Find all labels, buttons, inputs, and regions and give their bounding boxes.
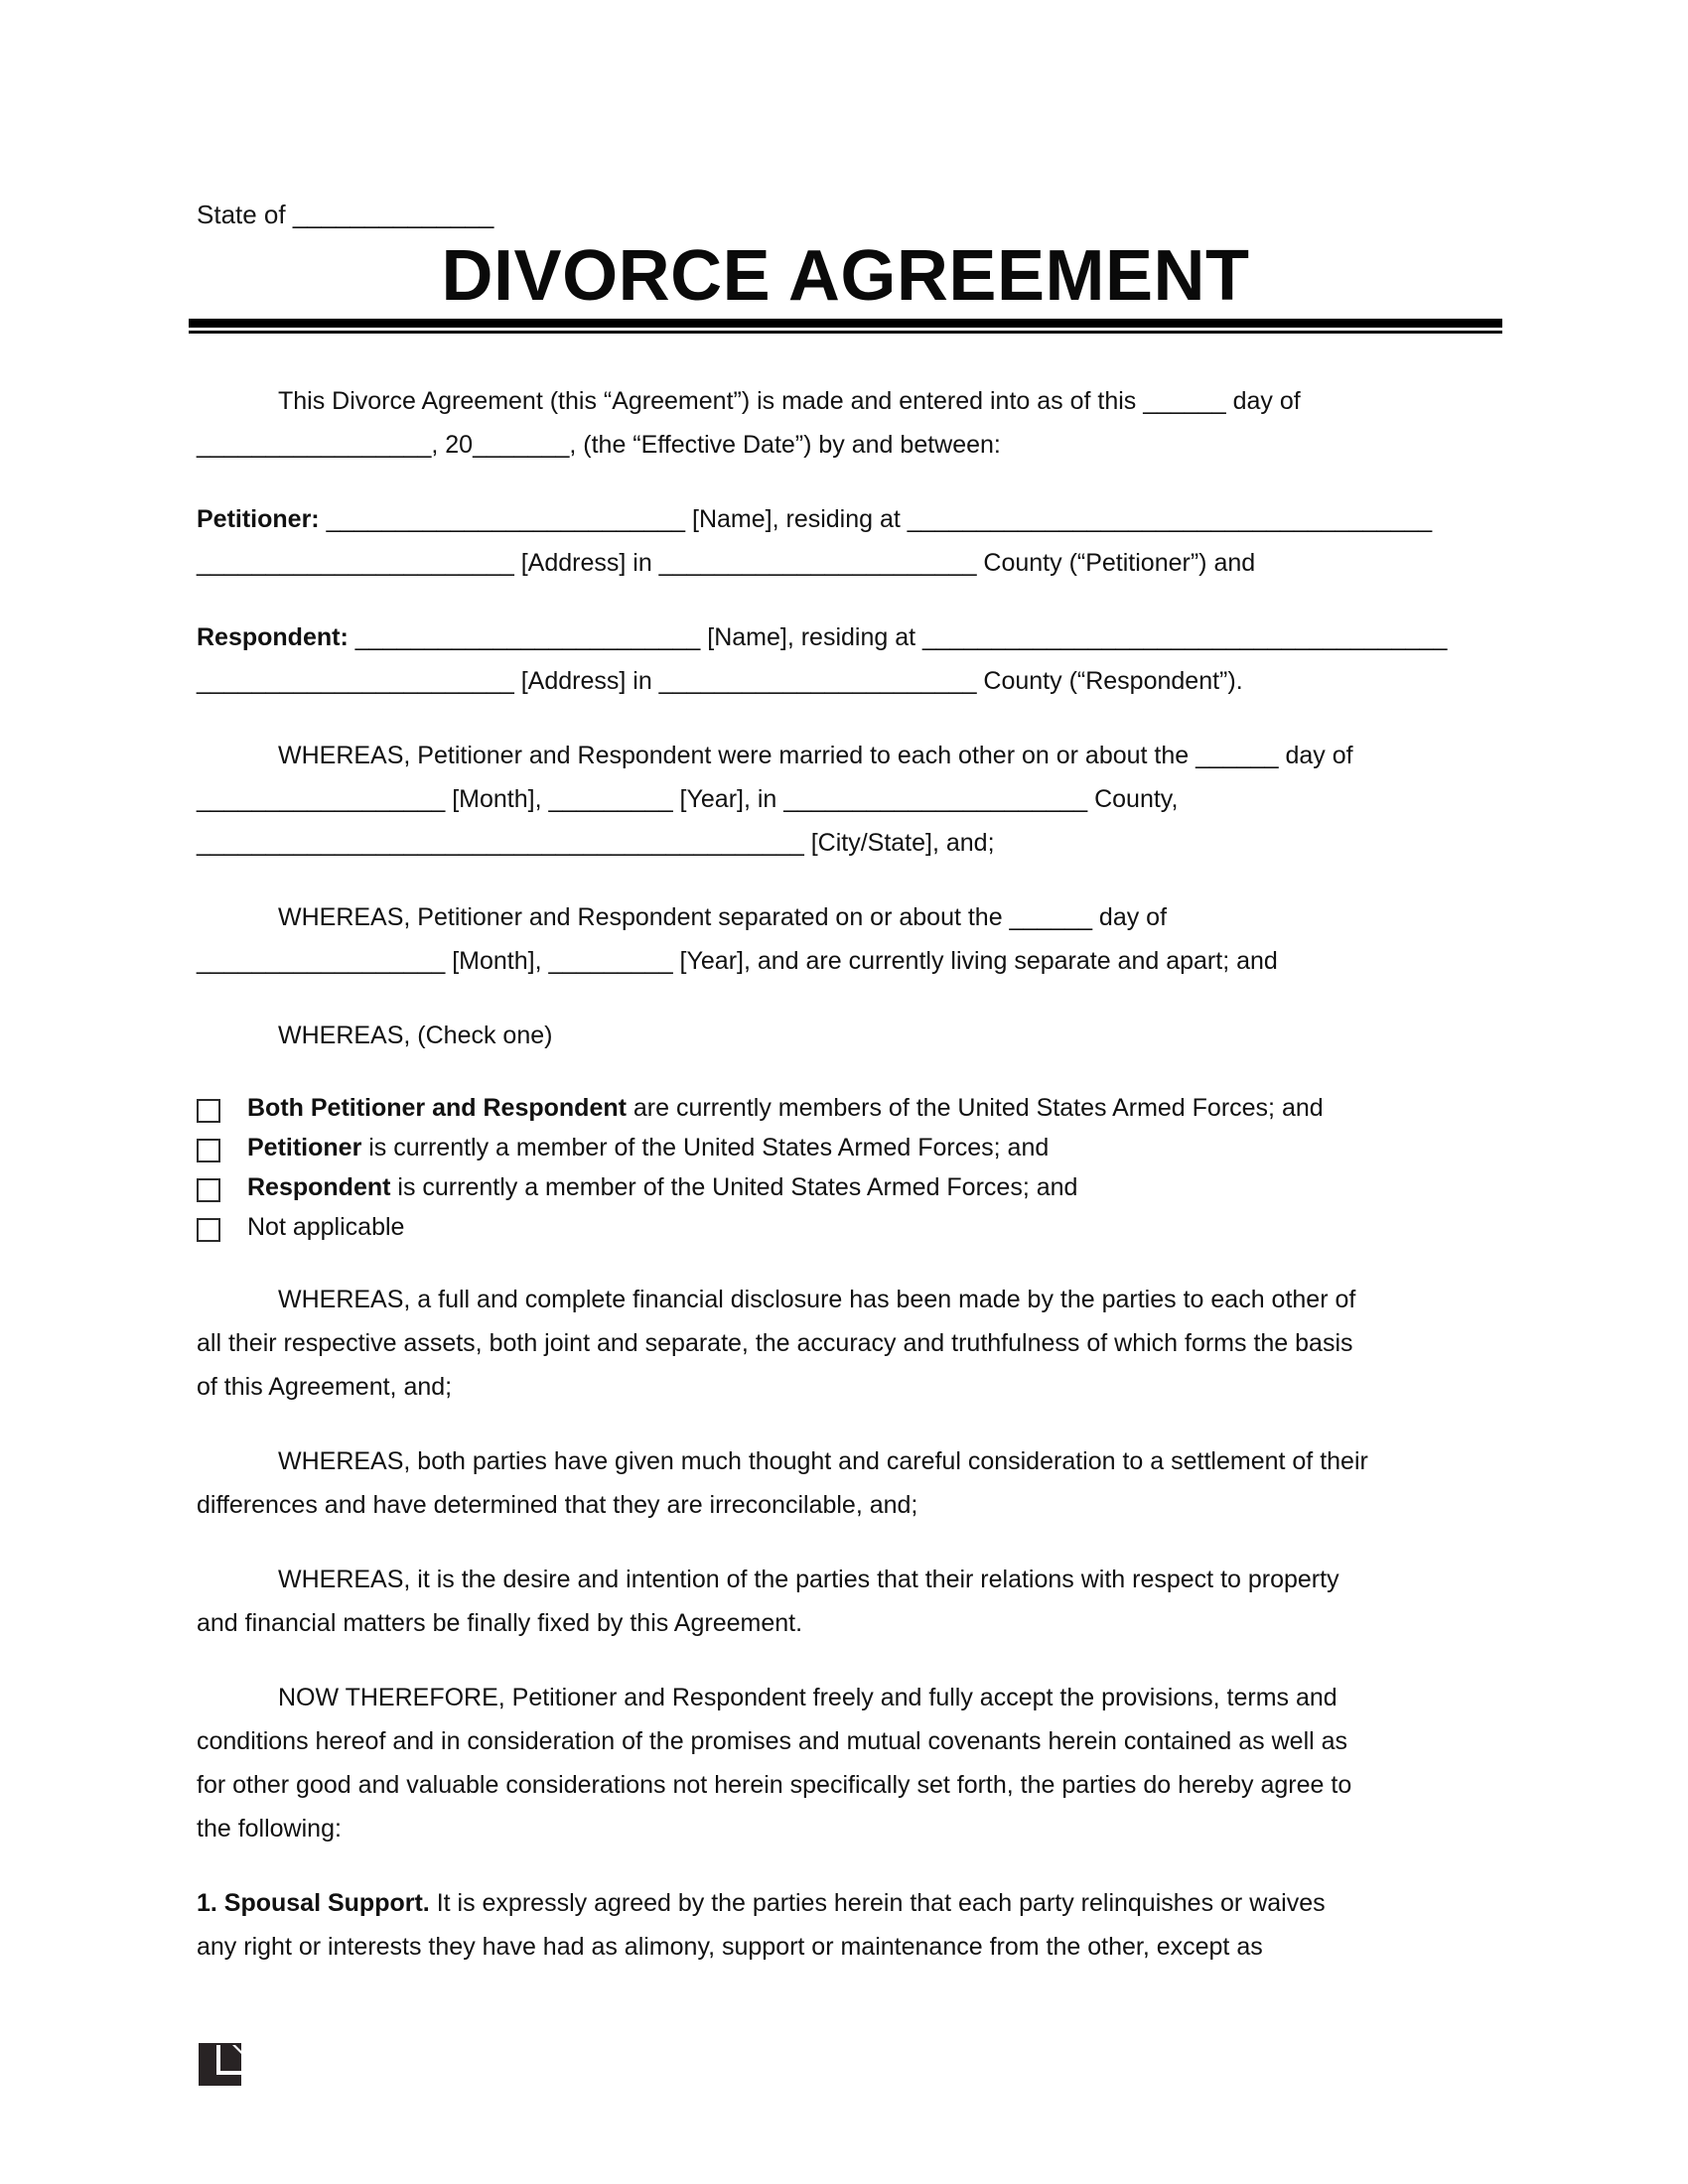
document-line xyxy=(197,659,1494,703)
document-line xyxy=(197,1558,1494,1601)
checkbox-icon[interactable] xyxy=(197,1139,220,1162)
checkbox-label xyxy=(247,1128,1049,1167)
paragraph xyxy=(197,1439,1494,1527)
text: any right or interests they have had as alimony, support or maintenance from the other, except as xyxy=(197,1933,1263,1961)
text: WHEREAS, a full and complete financial disclosure has been made by the parties to each other of xyxy=(278,1286,1356,1313)
paragraph xyxy=(197,379,1494,467)
paragraph xyxy=(197,734,1494,865)
checkbox-icon[interactable] xyxy=(197,1218,220,1242)
paragraph xyxy=(197,1278,1494,1409)
text: _________________, 20_______, (the “Effective Date”) by and between: xyxy=(197,431,1001,459)
document-line xyxy=(197,1439,1494,1483)
document-title: DIVORCE AGREEMENT xyxy=(441,236,1250,316)
text: of this Agreement, and; xyxy=(197,1373,453,1401)
document-line xyxy=(197,1483,1494,1527)
paragraph xyxy=(197,1676,1494,1850)
text: ____________________________________________ [City/State], and; xyxy=(197,829,995,857)
text: _______________________ [Address] in _______________________ County (“Respondent”). xyxy=(197,667,1243,695)
text: all their respective assets, both joint and separate, the accuracy and truthfulness of which forms the basis xyxy=(197,1329,1353,1357)
text: WHEREAS, it is the desire and intention of the parties that their relations with respect to property xyxy=(278,1566,1339,1593)
document-line xyxy=(197,821,1494,865)
text: Not applicable xyxy=(247,1213,405,1241)
document-line xyxy=(197,1807,1494,1850)
text: It is expressly agreed by the parties herein that each party relinquishes or waives xyxy=(429,1889,1326,1917)
document-line xyxy=(197,1014,1494,1057)
document-line xyxy=(197,1925,1494,1969)
bold-text: Both Petitioner and Respondent xyxy=(247,1094,627,1122)
text: are currently members of the United States Armed Forces; and xyxy=(626,1094,1324,1122)
document-line xyxy=(197,939,1494,983)
text: WHEREAS, Petitioner and Respondent were married to each other on or about the ______ day of xyxy=(278,742,1353,769)
document-line xyxy=(197,1365,1494,1409)
checkbox-item[interactable] xyxy=(197,1167,1494,1207)
document-line xyxy=(197,497,1494,541)
document-line xyxy=(197,895,1494,939)
text: differences and have determined that they are irreconcilable, and; xyxy=(197,1491,918,1519)
bold-text: Petitioner xyxy=(247,1134,362,1161)
paragraph xyxy=(197,895,1494,983)
checkbox-icon[interactable] xyxy=(197,1099,220,1123)
text: and financial matters be finally fixed by this Agreement. xyxy=(197,1609,803,1637)
text: conditions hereof and in consideration of the promises and mutual covenants herein contained as well as xyxy=(197,1727,1348,1755)
text: WHEREAS, both parties have given much thought and careful consideration to a settlement of their xyxy=(278,1447,1368,1475)
bold-text: Respondent xyxy=(247,1173,391,1201)
checkbox-label xyxy=(247,1207,404,1247)
document-line xyxy=(197,1321,1494,1365)
text: WHEREAS, (Check one) xyxy=(278,1022,553,1049)
text: This Divorce Agreement (this “Agreement”) is made and entered into as of this ______ day of xyxy=(278,387,1301,415)
text: is currently a member of the United States Armed Forces; and xyxy=(361,1134,1050,1161)
document-body xyxy=(197,379,1494,1969)
armed-forces-checklist xyxy=(197,1088,1494,1247)
document-line xyxy=(197,615,1494,659)
text: __________________________ [Name], residing at ______________________________________ xyxy=(326,505,1433,533)
bold-text: Petitioner: xyxy=(197,505,327,533)
document-line xyxy=(197,1676,1494,1719)
document-line xyxy=(197,1601,1494,1645)
text: NOW THEREFORE, Petitioner and Respondent freely and fully accept the provisions, terms and xyxy=(278,1684,1337,1711)
text: the following: xyxy=(197,1815,342,1843)
document-line xyxy=(197,734,1494,777)
document-line xyxy=(197,1278,1494,1321)
paragraph xyxy=(197,1881,1494,1969)
paragraph xyxy=(197,497,1494,585)
checkbox-label xyxy=(247,1167,1077,1207)
text: is currently a member of the United States Armed Forces; and xyxy=(390,1173,1078,1201)
checkbox-item[interactable] xyxy=(197,1128,1494,1167)
legal-templates-logo xyxy=(199,2043,241,2086)
bold-text: Respondent: xyxy=(197,623,355,651)
state-of-line: State of ______________ xyxy=(197,200,494,229)
paragraph xyxy=(197,615,1494,703)
text: _________________________ [Name], residing at ______________________________________ xyxy=(354,623,1448,651)
bold-text: 1. Spousal Support. xyxy=(197,1889,430,1917)
legal-templates-logo-icon xyxy=(199,2043,241,2086)
document-line xyxy=(197,423,1494,467)
text: for other good and valuable considerations not herein specifically set forth, the parties do hereby agree to xyxy=(197,1771,1352,1799)
document-line xyxy=(197,777,1494,821)
text: _______________________ [Address] in _______________________ County (“Petitioner”) and xyxy=(197,549,1256,577)
checkbox-item[interactable] xyxy=(197,1207,1494,1247)
checkbox-item[interactable] xyxy=(197,1088,1494,1128)
document-line xyxy=(197,1719,1494,1763)
text: __________________ [Month], _________ [Year], in ______________________ County, xyxy=(197,785,1179,813)
text: __________________ [Month], _________ [Year], and are currently living separate and apart; and xyxy=(197,947,1278,975)
document-line xyxy=(197,1763,1494,1807)
document-line xyxy=(197,541,1494,585)
document-line xyxy=(197,1881,1494,1925)
text: WHEREAS, Petitioner and Respondent separated on or about the ______ day of xyxy=(278,903,1168,931)
paragraph xyxy=(197,1558,1494,1645)
title-rule xyxy=(189,319,1502,334)
checkbox-label xyxy=(247,1088,1324,1128)
checkbox-icon[interactable] xyxy=(197,1178,220,1202)
paragraph xyxy=(197,1014,1494,1057)
document-line xyxy=(197,379,1494,423)
